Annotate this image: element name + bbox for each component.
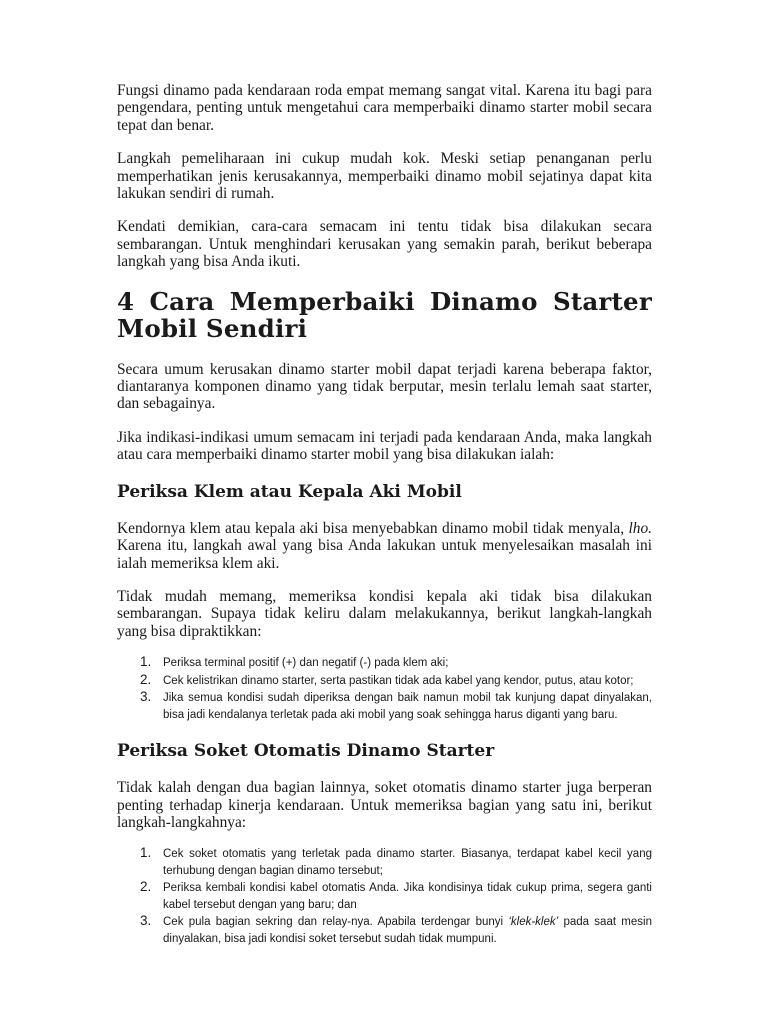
main-heading-word: Cara xyxy=(149,286,215,316)
list-item: 2. Periksa kembali kondisi kabel otomatis Anda. Jika kondisinya tidak cukup prima, segera ganti kabel tersebut dengan yang baru; dan xyxy=(140,879,652,911)
main-heading-line-1 xyxy=(117,288,652,315)
document-page xyxy=(117,82,652,947)
main-heading-word: Starter xyxy=(552,286,652,316)
section-heading-klem-aki: Periksa Klem atau Kepala Aki Mobil xyxy=(117,481,462,502)
italic-text: ‘klek-klek’ xyxy=(508,916,559,929)
section2-paragraph-1: Tidak kalah dengan dua bagian lainnya, soket otomatis dinamo starter juga berperan penting terhadap kinerja kendaraan. Untuk memeriksa bagian yang satu ini, berikut langkah-langkahnya: xyxy=(117,779,652,831)
list-number: 3. xyxy=(140,913,152,929)
list-number: 2. xyxy=(140,671,152,687)
main-heading-word: Memperbaiki xyxy=(229,286,415,316)
main-heading xyxy=(117,288,652,342)
list-item: 2. Cek kelistrikan dinamo starter, serta pastikan tidak ada kabel yang kendor, putus, atau kotor; xyxy=(140,671,634,687)
intro-paragraph-3: Kendati demikian, cara-cara semacam ini tentu tidak bisa dilakukan secara sembarangan. Untuk menghindari kerusakan yang semakin parah, berikut beberapa langkah yang bisa Anda ikuti. xyxy=(117,218,652,271)
list-number: 1. xyxy=(140,654,152,670)
list-item: 1. Periksa terminal positif (+) dan negatif (-) pada klem aki; xyxy=(140,654,449,670)
italic-text: lho. xyxy=(628,519,652,537)
list-number: 2. xyxy=(140,879,152,895)
main-heading-word: 4 xyxy=(117,286,135,316)
list-number: 1. xyxy=(140,845,152,861)
main-heading-line-2: Mobil Sendiri xyxy=(117,313,308,343)
list-number: 3. xyxy=(140,689,152,705)
intro-paragraph-1: Fungsi dinamo pada kendaraan roda empat memang sangat vital. Karena itu bagi para pengendara, penting untuk mengetahui cara memperbaiki dinamo starter mobil secara tepat dan benar. xyxy=(117,82,652,134)
soket-otomatis-steps-list xyxy=(117,846,652,947)
main-heading-word: Dinamo xyxy=(429,286,538,316)
section-intro-paragraph-1: Secara umum kerusakan dinamo starter mobil dapat terjadi karena beberapa faktor, diantaranya komponen dinamo yang tidak berputar, mesin terlalu lemah saat starter, dan sebagainya. xyxy=(117,360,652,413)
section-intro-paragraph-2: Jika indikasi-indikasi umum semacam ini terjadi pada kendaraan Anda, maka langkah atau cara memperbaiki dinamo starter mobil yang bisa dilakukan ialah: xyxy=(117,428,652,464)
intro-paragraph-2: Langkah pemeliharaan ini cukup mudah kok. Meski setiap penanganan perlu memperhatikan jenis kerusakannya, memperbaiki dinamo mobil sejatinya dapat kita lakukan sendiri di rumah. xyxy=(117,150,652,203)
list-item: 3. Jika semua kondisi sudah diperiksa dengan baik namun mobil tak kunjung dapat dinyalakan, bisa jadi kendalanya terletak pada aki mobil yang soak sehingga harus diganti yang baru. xyxy=(140,689,652,721)
list-item: 1. Cek soket otomatis yang terletak pada dinamo starter. Biasanya, terdapat kabel kecil yang terhubung dengan bagian dinamo tersebut; xyxy=(140,845,652,877)
klem-aki-steps-list xyxy=(117,655,652,723)
list-item: 3. Cek pula bagian sekring dan relay-nya. Apabila terdengar bunyi ‘klek-klek’ pada saat mesin dinyalakan, bisa jadi kondisi soket tersebut sudah tidak mumpuni. xyxy=(140,913,652,945)
section-heading-soket-otomatis: Periksa Soket Otomatis Dinamo Starter xyxy=(117,741,495,762)
section1-paragraph-1: Kendornya klem atau kepala aki bisa menyebabkan dinamo mobil tidak menyala, lho. Karena itu, langkah awal yang bisa Anda lakukan untuk menyelesaikan masalah ini ialah memeriksa klem aki. xyxy=(117,519,652,572)
section1-paragraph-2: Tidak mudah memang, memeriksa kondisi kepala aki tidak bisa dilakukan sembarangan. Supaya tidak keliru dalam melakukannya, berikut langkah-langkah yang bisa dipraktikkan: xyxy=(117,587,652,640)
